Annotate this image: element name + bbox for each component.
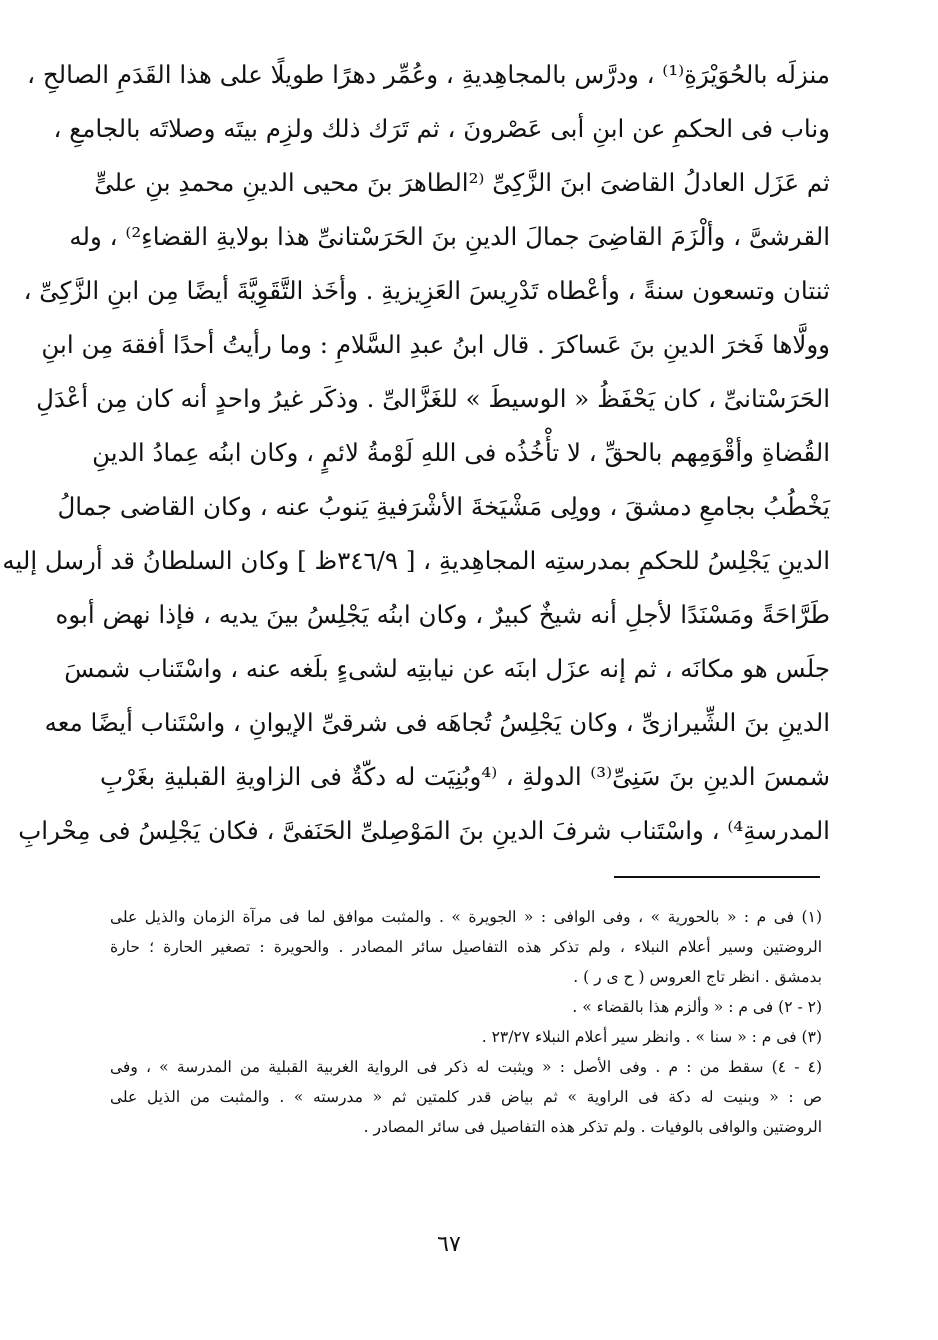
main-text-line: المدرسةِ⁴⁾ ، واسْتَناب شرفَ الدينِ بنَ المَوْصِلىِّ الحَنَفىَّ ، فكان يَجْلِسُ فى مِحْرابِ [18,816,830,845]
footnote-line: (٣) فى م : « سنا » . وانظر سير أعلام النبلاء ٢٣/٢٧ . [481,1028,822,1046]
main-text-line: الدينِ يَجْلِسُ للحكمِ بمدرستِه المجاهِديةِ ، [ ٣٤٦/٩ظ ] وكان السلطانُ قد أرسل إليه [2,546,830,575]
main-text-line: منزلَه بالحُوَيْرَةِ⁽¹⁾ ، ودرَّس بالمجاهِديةِ ، وعُمِّر دهرًا طويلًا على هذا القَدَمِ الصالحِ ، [27,60,830,89]
main-text-line: طَرَّاحَةً ومَسْنَدًا لأجلِ أنه شيخٌ كبيرٌ ، وكان ابنُه يَجْلِسُ بينَ يديه ، فإذا نهض أبوه [55,600,830,629]
main-text-line: القُضاةِ وأقْوَمِهم بالحقِّ ، لا تأْخُذُه فى اللهِ لَوْمةُ لائمٍ ، وكان ابنُه عِمادُ الدينِ [92,438,830,467]
main-text-line: الحَرَسْتانىِّ ، كان يَحْفَظُ « الوسيطَ » للغَزَّالىِّ . وذكَر غيرُ واحدٍ أنه كان مِن أعْدَلِ [36,384,830,413]
footnote-line: (٤ - ٤) سقط من : م . وفى الأصل : « ويثبت له ذكر فى الرواية الغربية القبلية من المدرسة » ، وفى [110,1058,823,1076]
main-text-block [2,48,830,858]
main-text-line: ثنتان وتسعون سنةً ، وأعْطاه تَدْرِيسَ العَزِيزيةِ . وأخَذ التَّقَوِيَّةَ أيضًا مِن ابنِ الزَّكِىِّ ، [23,276,830,305]
main-text-line: وناب فى الحكمِ عن ابنِ أبى عَصْرونَ ، ثم تَرَك ذلك ولزِم بيتَه وصلاتَه بالجامعِ ، [53,114,830,143]
footnote-line: (٢ - ٢) فى م : « وألزم هذا بالقضاء » . [572,998,822,1016]
main-text-line: يَخْطُبُ بجامعِ دمشقَ ، وولِى مَشْيَخةَ الأشْرَفيةِ يَنوبُ عنه ، وكان القاضى جمالُ [57,492,830,521]
footnotes-block [110,902,822,1142]
footnote-line: الروضتين وسير أعلام النبلاء ، ولم تذكر هذه التفاصيل سائر المصادر . والحويرة : تصغير الحارة ؛ حارة [110,938,822,956]
main-text-line: الدينِ بنَ الشِّيرازىِّ ، وكان يَجْلِسُ تُجاهَه فى شرقىِّ الإيوانِ ، واسْتَناب أيضًا معه [44,708,830,737]
footnote-line: ص : « وبنيت له دكة فى الراوية » ثم بياض قدر كلمتين ثم « مدرسته » . والمثبت من الذيل على [110,1088,822,1106]
main-text-line: شمسَ الدينِ بنَ سَنِىِّ⁽³⁾ الدولةِ ، ⁽⁴وبُنِيَت له دكّةٌ فى الزاويةِ القبليةِ بغَرْبِ [100,762,830,791]
footnote-line: (١) فى م : « بالحورية » ، وفى الوافى : « الجويرة » . والمثبت موافق لما فى مرآة الزمان والذيل على [110,908,822,926]
footnote-separator [614,876,820,878]
main-text-line: القرشىَّ ، وألْزَمَ القاضِىَ جمالَ الدينِ بنَ الحَرَسْتانىِّ هذا بولايةِ القضاءِ²⁾ ، وله [69,222,830,251]
main-text-line: ثم عَزَل العادلُ القاضىَ ابنَ الزَّكِىِّ ⁽²الطاهرَ بنَ محيى الدينِ محمدِ بنِ علىٍّ [94,168,830,197]
main-text-line: وولَّاها فَخرَ الدينِ بنَ عَساكرَ . قال ابنُ عبدِ السَّلامِ : وما رأيتُ أحدًا أفقهَ مِن ابنِ [41,330,830,359]
main-text-line: جلَس هو مكانَه ، ثم إنه عزَل ابنَه عن نيابتِه لشىءٍ بلَغه عنه ، واسْتَناب شمسَ [64,654,830,683]
page-number: ٦٧ [437,1232,461,1257]
footnote-line: الروضتين والوافى بالوفيات . ولم تذكر هذه التفاصيل فى سائر المصادر . [363,1118,822,1136]
footnote-line: بدمشق . انظر تاج العروس ( ح ى ر ) . [573,968,822,986]
